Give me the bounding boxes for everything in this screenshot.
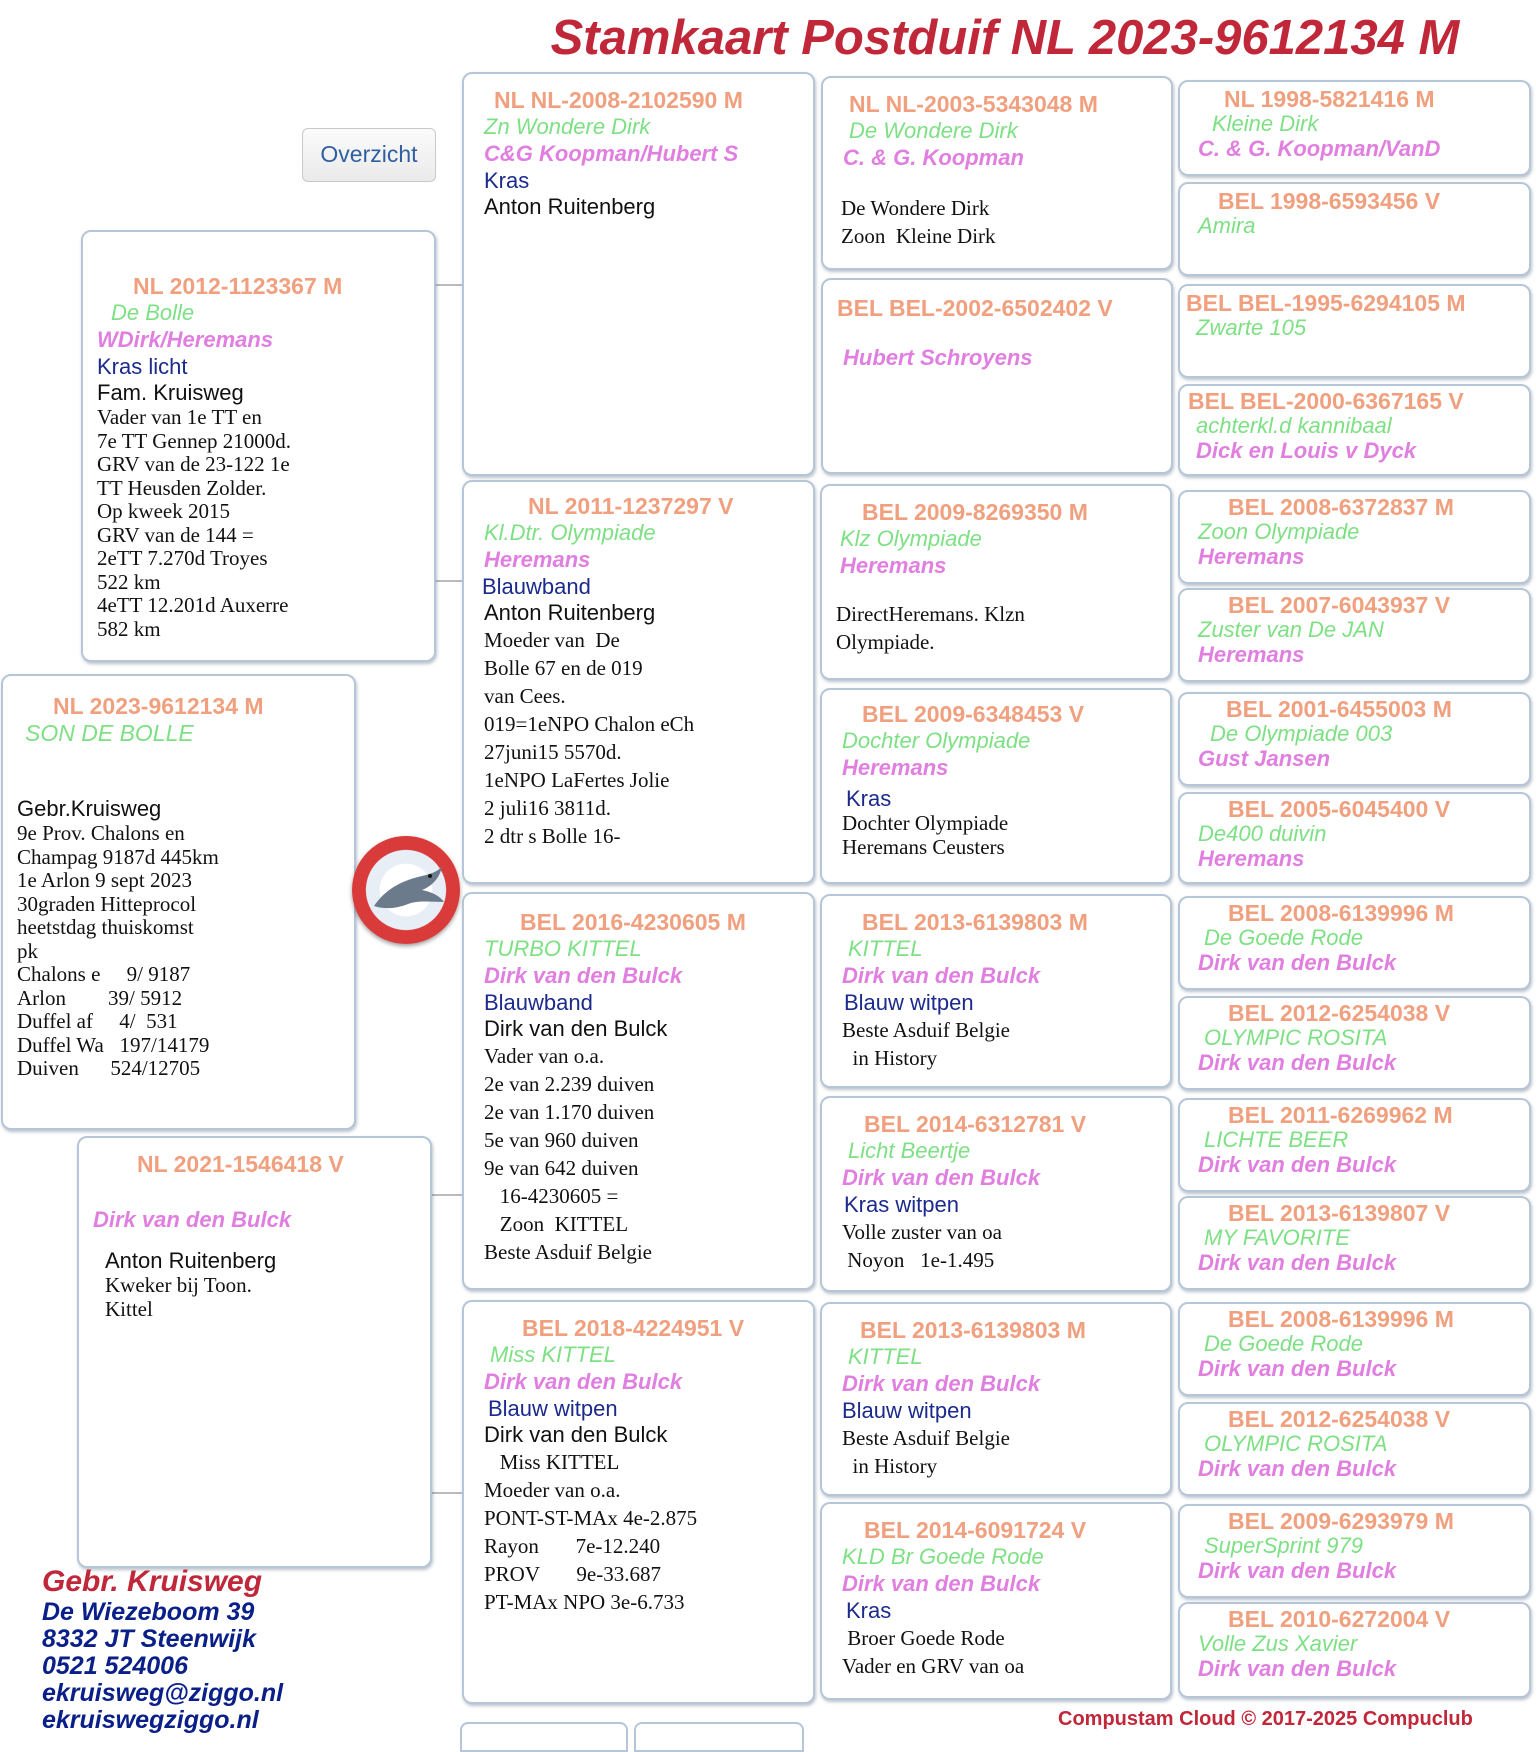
ancestor-card-gen3[interactable] [820,1302,1172,1496]
pigeon-name: SuperSprint 979 [1204,1533,1363,1558]
breeder-name: Dirk van den Bulck [842,1571,1041,1596]
pigeon-notes: De Wondere Dirk Zoon Kleine Dirk [841,196,996,248]
breeder-name: Dirk van den Bulck [1198,1656,1397,1681]
pigeon-name: Licht Beertje [848,1138,971,1163]
pigeon-logo-icon [352,836,460,944]
pigeon-notes: Broer Goede Rode Vader en GRV van oa [842,1626,1025,1678]
grandfather-paternal-card[interactable] [462,72,815,476]
pigeon-color: Kras [484,168,530,193]
breeder-name: C&G Koopman/Hubert S [484,141,739,166]
ancestor-card-gen3[interactable] [820,688,1172,884]
pigeon-name: De Wondere Dirk [849,118,1018,143]
ring-number: NL 2011-1237297 V [528,493,734,519]
ring-number: BEL 2001-6455003 M [1226,696,1452,722]
owner-name: Anton Ruitenberg [484,194,656,219]
address-email[interactable]: ekruisweg@ziggo.nl [42,1679,284,1707]
breeder-name: Heremans [842,755,949,780]
pigeon-notes: 9e Prov. Chalons en Champag 9187d 445km 1e Arlon 9 sept 2023 30graden Hitteprocol heetstdag thuiskomst pk Chalons e 9/ 9187 Arlon 39/ 5912 Duffel af 4/ 531 Duffel Wa 197/14179 Duiven 524/12705 [17,821,219,1080]
pigeon-name: SON DE BOLLE [25,720,194,746]
copyright-footer: Compustam Cloud © 2017-2025 Compuclub [1058,1708,1473,1730]
breeder-name: Dirk van den Bulck [1198,1456,1397,1481]
breeder-name: Dirk van den Bulck [842,963,1041,988]
ancestor-card-gen4[interactable] [1178,588,1531,682]
ancestor-card-gen4[interactable] [1178,1504,1531,1598]
pigeon-color: Kras licht [97,354,188,379]
ancestor-card-gen4[interactable] [1178,1302,1531,1396]
ancestor-card-gen4[interactable] [1178,182,1531,276]
page-title: Stamkaart Postduif NL 2023-9612134 M [550,11,1460,65]
overview-button[interactable]: Overzicht [302,128,436,182]
ring-number: NL NL-2003-5343048 M [849,91,1098,117]
father-card[interactable] [81,230,436,662]
pigeon-name: OLYMPIC ROSITA [1204,1431,1388,1456]
pigeon-notes: Dochter Olympiade Heremans Ceusters [842,811,1009,859]
ring-number: BEL 2008-6139996 M [1228,900,1454,926]
ring-number: BEL 2012-6254038 V [1228,1000,1451,1026]
breeder-name: Dirk van den Bulck [93,1207,292,1232]
pigeon-color: Kras [846,786,892,811]
breeder-name: Heremans [840,553,947,578]
pigeon-name: Kleine Dirk [1212,111,1319,136]
pigeon-name: De Bolle [111,300,195,325]
pigeon-name: De400 duivin [1198,821,1327,846]
pigeon-name: Dochter Olympiade [842,728,1031,753]
breeder-name: Gust Jansen [1198,746,1331,771]
pigeon-color: Kras witpen [844,1192,959,1217]
ancestor-card-gen3[interactable] [820,1502,1172,1700]
connector-line [430,1194,462,1196]
address-name: Gebr. Kruisweg [42,1565,263,1598]
owner-name: Dirk van den Bulck [484,1422,668,1447]
ring-number: BEL 2008-6139996 M [1228,1306,1454,1332]
breeder-name: Heremans [1198,642,1305,667]
breeder-name: C. & G. Koopman/VanD [1198,136,1441,161]
breeder-name: Dirk van den Bulck [1198,1558,1397,1583]
breeder-name: Dirk van den Bulck [484,1369,683,1394]
ancestor-card-gen4[interactable] [1178,284,1531,378]
pigeon-color: Blauw witpen [844,990,974,1015]
grandfather-maternal-card[interactable] [462,892,815,1290]
owner-name: Dirk van den Bulck [484,1016,668,1041]
bottom-tab[interactable] [634,1722,804,1752]
address-phone: 0521 524006 [42,1652,188,1680]
address-email-alt: ekruiswegziggo.nl [42,1706,259,1734]
pigeon-notes: Vader van 1e TT en 7e TT Gennep 21000d. GRV van de 23-122 1e TT Heusden Zolder. Op kweek 2015 GRV van de 144 = 2eTT 7.270d Troyes 522 km 4eTT 12.201d Auxerre 582 km [97,405,292,641]
ring-number: BEL 2009-8269350 M [862,499,1088,525]
ring-number: BEL 2012-6254038 V [1228,1406,1451,1432]
compustam-logo [352,836,460,944]
breeder-name: Dirk van den Bulck [1198,1152,1397,1177]
breeder-name: Heremans [1198,544,1305,569]
owner-name: Gebr.Kruisweg [17,796,162,821]
ancestor-card-gen4[interactable] [1178,692,1531,786]
pigeon-color: Blauw witpen [842,1398,972,1423]
pigeon-name: LICHTE BEER [1204,1127,1349,1152]
ring-number: BEL 2007-6043937 V [1228,592,1451,618]
ring-number: BEL 2011-6269962 M [1228,1102,1453,1128]
connector-line [430,1492,462,1494]
ring-number: BEL 2014-6312781 V [864,1111,1087,1137]
breeder-name: Dirk van den Bulck [842,1165,1041,1190]
owner-name: Fam. Kruisweg [97,380,244,405]
pigeon-name: De Goede Rode [1204,925,1363,950]
ring-number: BEL 2009-6348453 V [862,701,1085,727]
ancestor-card-gen3[interactable] [820,484,1172,680]
owner-name: Anton Ruitenberg [105,1248,277,1273]
ancestor-card-gen4[interactable] [1178,1402,1531,1496]
breeder-name: Dirk van den Bulck [484,963,683,988]
breeder-name: Dirk van den Bulck [842,1371,1041,1396]
pigeon-name: Amira [1198,213,1256,238]
pigeon-name: achterkl.d kannibaal [1196,413,1392,438]
owner-name: Anton Ruitenberg [484,600,656,625]
ring-number: NL NL-2008-2102590 M [494,87,743,113]
ring-number: BEL BEL-2002-6502402 V [837,295,1113,321]
pigeon-name: Zoon Olympiade [1198,519,1360,544]
pigeon-notes: Volle zuster van oa Noyon 1e-1.495 [842,1220,1002,1272]
ring-number: NL 2021-1546418 V [137,1151,344,1177]
pigeon-notes: DirectHeremans. Klzn Olympiade. [836,602,1025,654]
ring-number: BEL 1998-6593456 V [1218,188,1441,214]
pigeon-color: Blauwband [482,574,591,599]
bottom-tab[interactable] [460,1722,628,1752]
mother-card[interactable] [77,1136,432,1568]
ancestor-card-gen4[interactable] [1178,490,1531,584]
ancestor-card-gen3[interactable] [821,76,1173,270]
ancestor-card-gen4[interactable] [1178,896,1531,990]
pigeon-notes: Vader van o.a. 2e van 2.239 duiven 2e van 1.170 duiven 5e van 960 duiven 9e van 642 duiven 16-4230605 = Zoon KITTEL Beste Asduif Belgie [484,1044,655,1264]
ring-number: NL 2012-1123367 M [133,273,343,299]
pigeon-name: Zuster van De JAN [1198,617,1384,642]
pigeon-name: KITTEL [848,1344,923,1369]
pigeon-name: De Olympiade 003 [1210,721,1393,746]
pigeon-name: KITTEL [848,936,923,961]
ring-number: BEL 2013-6139807 V [1228,1200,1451,1226]
connector-line [435,284,462,286]
breeder-name: Heremans [484,547,591,572]
pigeon-name: Volle Zus Xavier [1198,1631,1358,1656]
ring-number: BEL 2005-6045400 V [1228,796,1451,822]
subject-card[interactable] [1,674,356,1130]
breeder-name: Dirk van den Bulck [1198,1050,1397,1075]
pigeon-name: OLYMPIC ROSITA [1204,1025,1388,1050]
breeder-name: Hubert Schroyens [843,345,1033,370]
ancestor-card-gen4[interactable] [1178,80,1531,176]
ancestor-card-gen3[interactable] [820,894,1172,1088]
connector-line [435,580,462,582]
ring-number: BEL 2016-4230605 M [520,909,746,935]
pigeon-notes: Moeder van De Bolle 67 en de 019 van Cees. 019=1eNPO Chalon eCh 27juni15 5570d. 1eNPO LaFertes Jolie 2 juli16 3811d. 2 dtr s Bolle 16- [484,628,695,848]
ring-number: BEL 2018-4224951 V [522,1315,745,1341]
pigeon-color: Blauwband [484,990,593,1015]
breeder-name: Dirk van den Bulck [1198,1356,1397,1381]
pigeon-name: Zwarte 105 [1196,315,1307,340]
pigeon-notes: Beste Asduif Belgie in History [842,1018,1010,1070]
pigeon-notes: Kweker bij Toon. Kittel [105,1273,252,1321]
grandmother-maternal-card[interactable] [462,1300,815,1704]
ancestor-card-gen4[interactable] [1178,792,1531,884]
ring-number: BEL BEL-2000-6367165 V [1188,388,1464,414]
pigeon-name: Zn Wondere Dirk [484,114,651,139]
ring-number: BEL 2008-6372837 M [1228,494,1454,520]
ring-number: NL 2023-9612134 M [53,693,264,719]
breeder-name: Heremans [1198,846,1305,871]
grandmother-paternal-card[interactable] [462,480,815,884]
ring-number: BEL 2013-6139803 M [860,1317,1086,1343]
ancestor-card-gen4[interactable] [1178,1098,1531,1192]
breeder-name: C. & G. Koopman [843,145,1024,170]
pigeon-notes: Beste Asduif Belgie in History [842,1426,1010,1478]
ring-number: BEL 2010-6272004 V [1228,1606,1451,1632]
breeder-name: Dirk van den Bulck [1198,950,1397,975]
pigeon-notes: Miss KITTEL Moeder van o.a. PONT-ST-MAx 4e-2.875 Rayon 7e-12.240 PROV 9e-33.687 PT-MAx NPO 3e-6.733 [484,1450,698,1614]
pigeon-color: Kras [846,1598,892,1623]
pigeon-name: TURBO KITTEL [484,936,642,961]
owner-address [42,1565,283,1734]
pigeon-name: De Goede Rode [1204,1331,1363,1356]
ancestor-card-gen3[interactable] [821,278,1173,474]
ancestor-card-gen4[interactable] [1178,1602,1531,1698]
address-street: De Wiezeboom 39 [42,1598,255,1626]
pigeon-name: MY FAVORITE [1204,1225,1350,1250]
pigeon-name: KLD Br Goede Rode [842,1544,1044,1569]
pigeon-name: Miss KITTEL [490,1342,616,1367]
ring-number: BEL 2009-6293979 M [1228,1508,1454,1534]
breeder-name: Dick en Louis v Dyck [1196,438,1417,463]
ancestor-card-gen4[interactable] [1178,1196,1531,1290]
ring-number: BEL BEL-1995-6294105 M [1186,290,1466,316]
ancestor-card-gen4[interactable] [1178,384,1531,476]
breeder-name: Dirk van den Bulck [1198,1250,1397,1275]
ancestor-card-gen4[interactable] [1178,996,1531,1090]
breeder-name: WDirk/Heremans [97,327,274,352]
pigeon-color: Blauw witpen [488,1396,618,1421]
ancestor-card-gen3[interactable] [820,1096,1172,1292]
pigeon-name: Klz Olympiade [840,526,982,551]
ring-number: BEL 2014-6091724 V [864,1517,1087,1543]
ring-number: BEL 2013-6139803 M [862,909,1088,935]
ring-number: NL 1998-5821416 M [1224,86,1435,112]
address-city: 8332 JT Steenwijk [42,1625,257,1653]
pigeon-name: Kl.Dtr. Olympiade [484,520,656,545]
